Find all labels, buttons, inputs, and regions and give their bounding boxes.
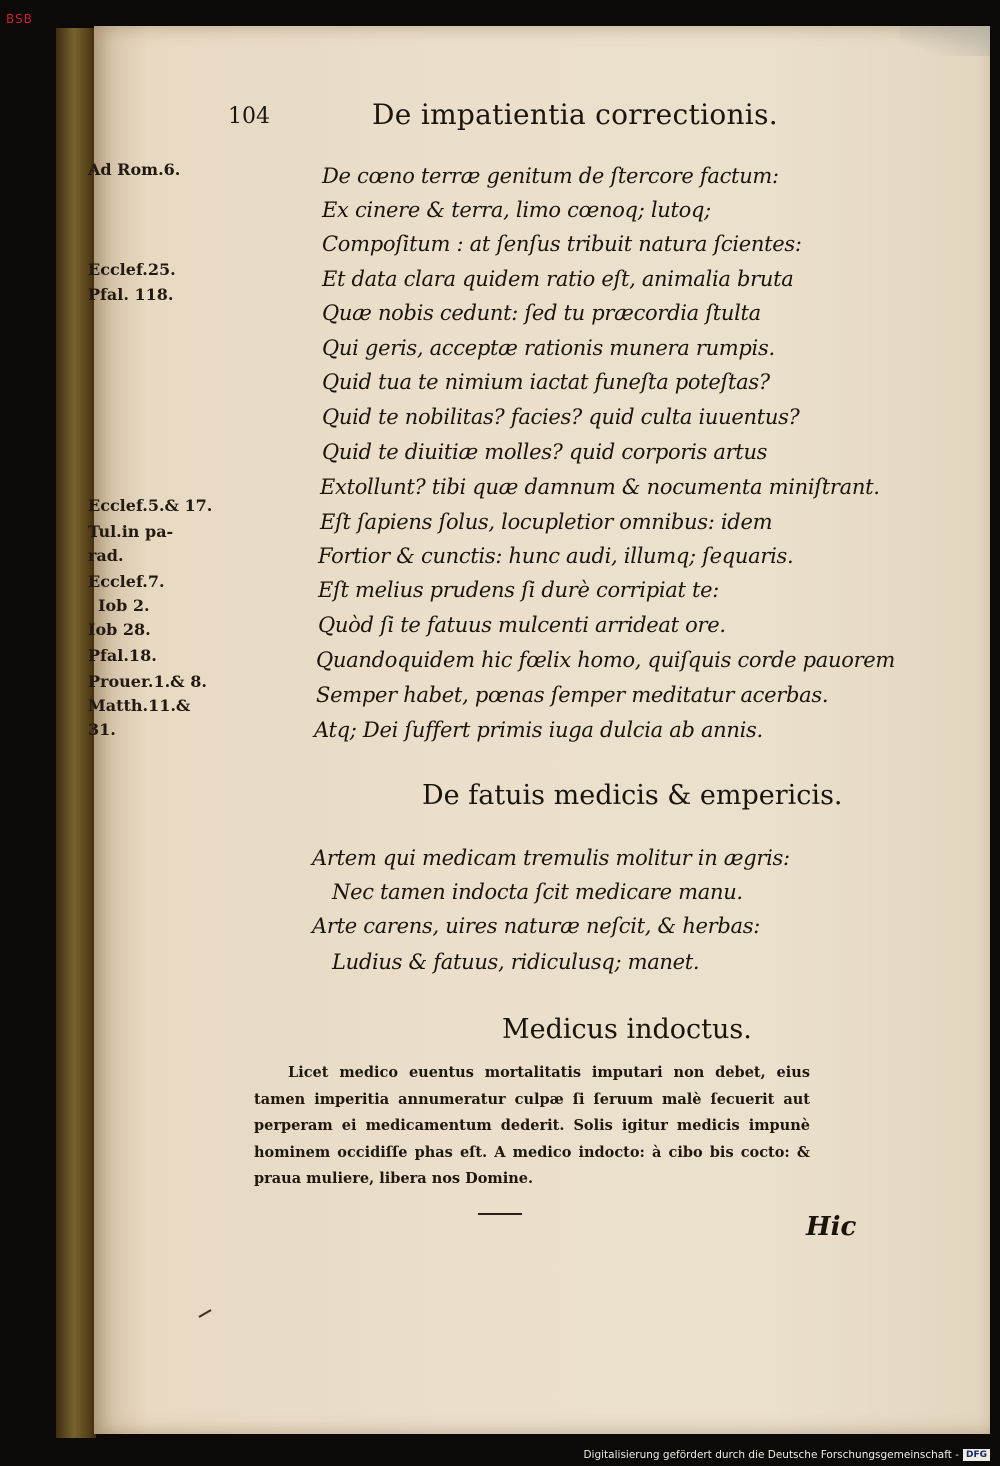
verse-line: Fortior & cunctis: hunc audi, illumq; ſequaris. <box>318 544 794 568</box>
divider-rule <box>478 1213 522 1215</box>
catchword: Hic <box>806 1212 857 1242</box>
margin-note: Ecclef.7. <box>88 572 165 591</box>
library-mark: BSB <box>6 12 33 26</box>
running-title: De impatientia correctionis. <box>372 98 778 131</box>
verse-line: Et data clara quidem ratio eſt, animalia bruta <box>322 267 794 291</box>
footer-credit <box>583 1449 990 1461</box>
verse-line: Atq; Dei ſuffert primis iuga dulcia ab annis. <box>314 718 763 742</box>
verse-line: Extollunt? tibi quæ damnum & nocumenta miniſtrant. <box>320 475 880 499</box>
verse-line: Quid te nobilitas? facies? quid culta iuuentus? <box>322 405 800 429</box>
margin-note: 31. <box>88 720 116 739</box>
verse-line: Semper habet, pœnas ſemper meditatur acerbas. <box>316 683 829 707</box>
section-heading: Medicus indoctus. <box>502 1014 752 1045</box>
verse-line: Quòd ſi te fatuus mulcenti arrideat ore. <box>318 613 726 637</box>
verse-line: Nec tamen indocta ſcit medicare manu. <box>332 880 743 904</box>
page-corner-shadow <box>900 26 990 56</box>
prose-paragraph <box>254 1060 810 1193</box>
verse-line: Eſt melius prudens ſi durè corripiat te: <box>318 578 720 602</box>
verse-line: Quandoquidem hic fœlix homo, quiſquis corde pauorem <box>316 648 896 672</box>
verse-line: Eſt ſapiens ſolus, locupletior omnibus: idem <box>320 510 773 534</box>
margin-note: Prouer.1.& 8. <box>88 672 207 691</box>
verse-line: Compoſitum : at ſenſus tribuit natura ſcientes: <box>322 232 802 256</box>
verse-line: Arte carens, uires naturæ neſcit, & herbas: <box>312 914 761 938</box>
margin-note: Iob 28. <box>88 620 151 639</box>
verse-line: Ludius & fatuus, ridiculusq; manet. <box>332 950 700 974</box>
section-heading: De fatuis medicis & empericis. <box>422 780 843 811</box>
margin-note: Ecclef.5.& 17. <box>88 496 213 515</box>
margin-note: Tul.in pa- <box>88 522 174 541</box>
margin-note: Ecclef.25. <box>88 260 176 279</box>
margin-note: rad. <box>88 546 124 565</box>
margin-note: Matth.11.& <box>88 696 191 715</box>
margin-note: Iob 2. <box>98 596 150 615</box>
verse-line: Quid tua te nimium iactat funeſta poteſtas? <box>322 370 770 394</box>
verse-line: De cœno terræ genitum de ſtercore factum: <box>322 164 779 188</box>
verse-line: Quid te diuitiæ molles? quid corporis artus <box>322 440 768 464</box>
margin-note: Pfal.18. <box>88 646 157 665</box>
prose-text: Licet medico euentus mortalitatis imputari non debet, eius tamen imperitia annumeratur culpæ ſi ſeruum malè ſecuerit aut perperam ei medicamentum dederit. Solis igitur medicis impunè hominem occidiſſe phas eſt. A medico indocto: à cibo bis cocto: & praua muliere, libera nos Domine. <box>254 1064 810 1187</box>
dfg-logo-icon: DFG <box>963 1449 990 1461</box>
margin-note: Ad Rom.6. <box>88 160 181 179</box>
verse-line: Quæ nobis cedunt: ſed tu præcordia ſtulta <box>322 301 761 325</box>
verse-line: Qui geris, acceptæ rationis munera rumpis. <box>322 336 775 360</box>
page-number: 104 <box>228 104 270 129</box>
verse-line: Artem qui medicam tremulis molitur in ægris: <box>312 846 790 870</box>
verse-line: Ex cinere & terra, limo cœnoq; lutoq; <box>322 198 711 222</box>
footer-credit-text: Digitalisierung gefördert durch die Deutsche Forschungsgemeinschaft - <box>583 1449 959 1461</box>
margin-note: Pfal. 118. <box>88 285 174 304</box>
